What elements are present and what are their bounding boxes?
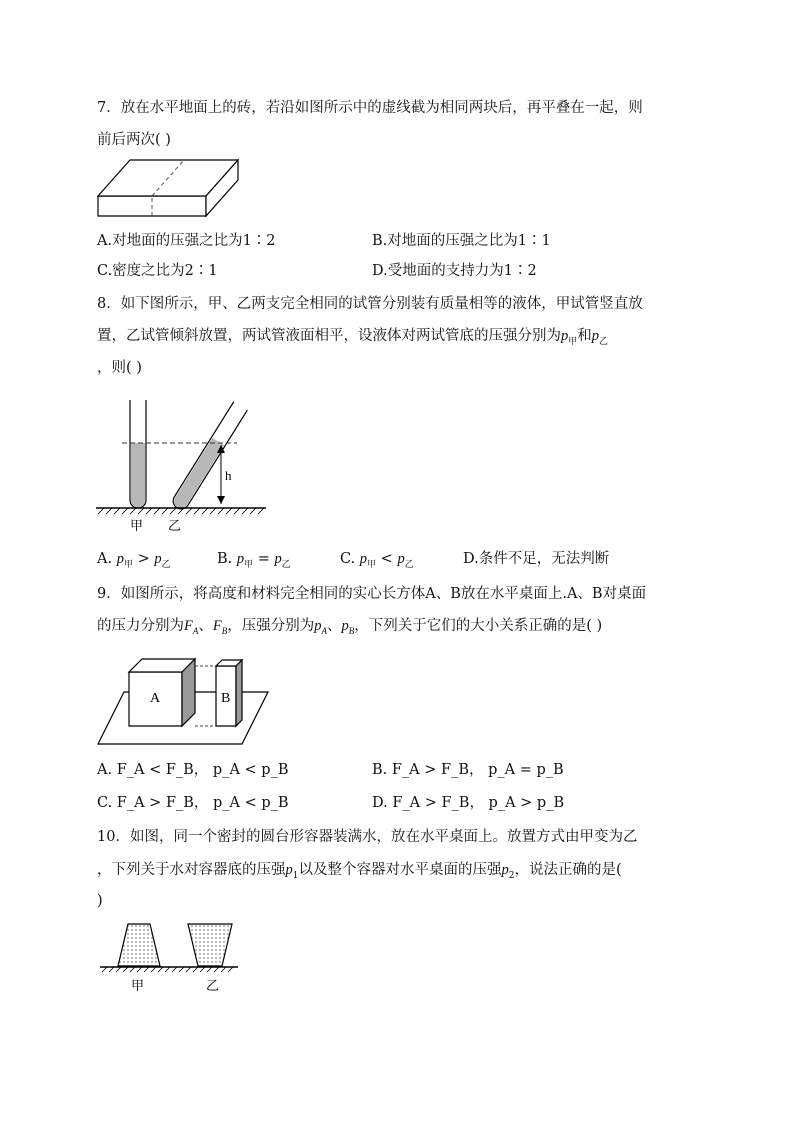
q10-stem-line2: ，下列关于水对容器底的压强$p_1$以及整个容器对水平桌面的压强$p_2$，说法正确的是( xyxy=(97,862,622,881)
frustum-containers-figure xyxy=(98,920,240,996)
q9-option-b[interactable]: B. F_A > F_B， p_A = p_B xyxy=(372,762,564,778)
q9-option-d[interactable]: D. F_A > F_B， p_A > p_B xyxy=(372,795,565,811)
block-a-label: A xyxy=(150,691,161,706)
container-yi-label: 乙 xyxy=(206,979,220,994)
q9-option-a[interactable]: A. F_A < F_B， p_A < p_B xyxy=(97,762,289,778)
q8-option-b[interactable]: B. $p_甲 = p_乙$ xyxy=(217,551,291,570)
q9-stem-line1: 9．如图所示，将高度和材料完全相同的实心长方体A、B放在水平桌面上.A、B对桌面 xyxy=(97,586,647,602)
q8-option-c[interactable]: C. $p_甲 < p_乙$ xyxy=(340,551,414,570)
q7-option-d[interactable]: D.受地面的支持力为1∶2 xyxy=(372,263,537,279)
test-tubes-figure xyxy=(94,396,269,534)
q9-stem-line2: 的压力分别为$F_A$、$F_B$，压强分别为$p_A$、$p_B$，下列关于它们的大小关系正确的是( ) xyxy=(97,618,603,636)
tube-jia-label: 甲 xyxy=(130,519,144,534)
q7-option-c[interactable]: C.密度之比为2∶1 xyxy=(97,263,218,279)
h-label: h xyxy=(225,468,232,483)
q9-option-c[interactable]: C. F_A > F_B， p_A < p_B xyxy=(97,795,289,811)
block-b-label: B xyxy=(221,691,231,706)
q7-option-a[interactable]: A.对地面的压强之比为1∶2 xyxy=(97,233,276,249)
q10-stem-line1: 10．如图，同一个密封的圆台形容器装满水，放在水平桌面上。放置方式由甲变为乙 xyxy=(97,829,638,845)
q7-stem-line2: 前后两次( ) xyxy=(97,132,171,148)
container-jia-label: 甲 xyxy=(131,979,145,994)
q7-stem-line1: 7．放在水平地面上的砖，若沿如图所示中的虚线截为相同两块后，再平叠在一起，则 xyxy=(97,100,643,116)
brick-figure xyxy=(96,156,240,218)
blocks-figure xyxy=(96,652,272,750)
q10-stem-line3: ) xyxy=(97,893,103,909)
q8-option-d[interactable]: D.条件不足，无法判断 xyxy=(463,551,610,567)
q8-stem-line2: 置，乙试管倾斜放置，两试管液面相平，设液体对两试管底的压强分别为$p_甲$和$p_乙$ xyxy=(97,328,609,347)
tube-yi-label: 乙 xyxy=(168,519,182,534)
q8-stem-line1: 8．如下图所示，甲、乙两支完全相同的试管分别装有质量相等的液体，甲试管竖直放 xyxy=(97,296,643,312)
q7-option-b[interactable]: B.对地面的压强之比为1∶1 xyxy=(372,233,551,249)
q8-option-a[interactable]: A. $p_甲 > p_乙$ xyxy=(97,551,171,570)
q8-stem-line3: ，则( ) xyxy=(97,360,142,376)
